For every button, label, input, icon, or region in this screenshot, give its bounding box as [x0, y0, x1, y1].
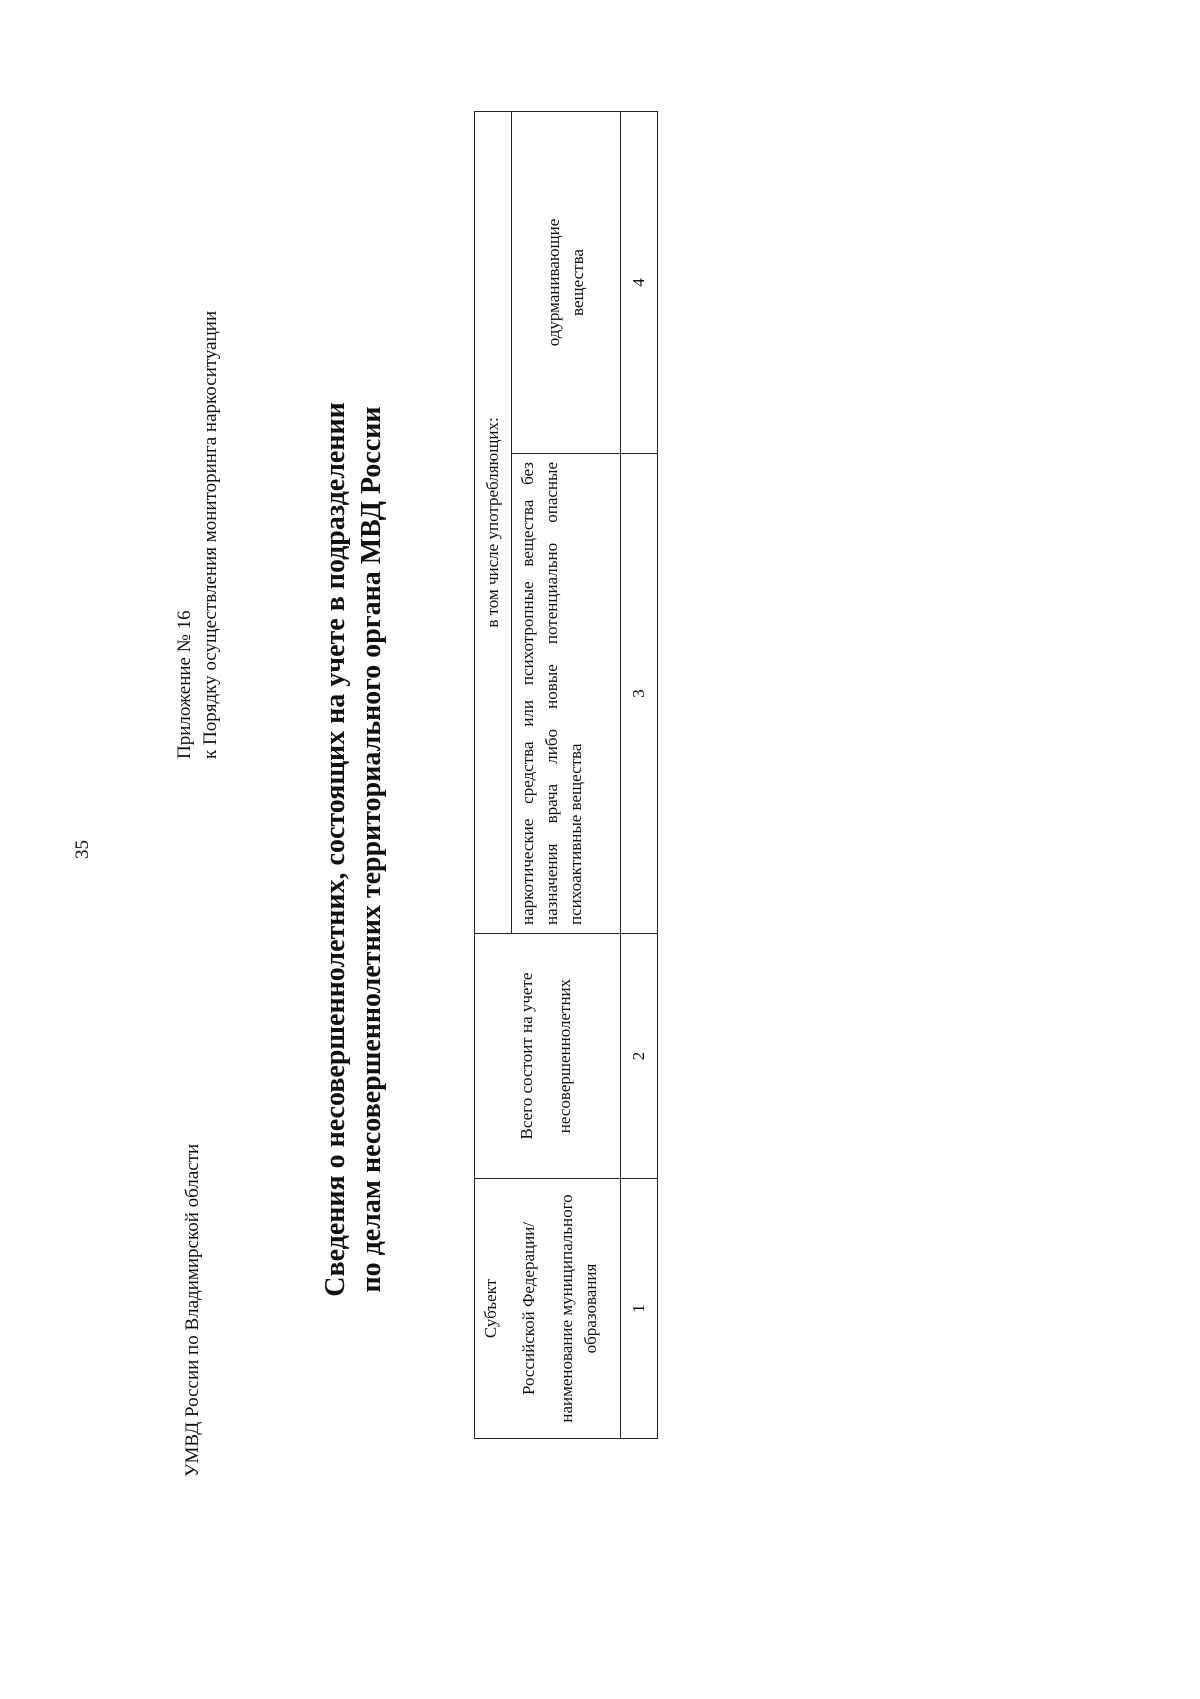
table-column-numbers-row: [621, 112, 658, 1439]
document-title: [318, 0, 390, 1699]
title-line-2: по делам несовершеннолетних территориального органа МВД России: [356, 406, 387, 1293]
header-intoxicating-substances: [512, 112, 621, 454]
table-header-row-1: [475, 112, 512, 1439]
column-number-4: 4: [621, 112, 658, 454]
header-narcotic-substances: наркотические средства или психотропные вещества без назначения врача либо новые потенциально опасные психоактивные вещества: [512, 454, 621, 934]
header-subject-line-3: наименование муниципального: [557, 1194, 576, 1423]
header-subject-line-1: Субъект: [481, 1278, 500, 1339]
appendix-line-2: к Порядку осуществления мониторинга наркоситуации: [200, 310, 221, 759]
header-total: [475, 934, 621, 1179]
header-subject-line-2: Российской Федерации/: [519, 1221, 538, 1396]
header-group-including: в том числе употребляющих:: [475, 112, 512, 934]
header-intoxicating-line-1: одурманивающие: [544, 218, 563, 347]
title-line-1: Сведения о несовершеннолетних, состоящих на учете в подразделении: [320, 402, 351, 1297]
header-subject: [475, 1179, 621, 1439]
column-number-2: 2: [621, 934, 658, 1179]
column-number-3: 3: [621, 454, 658, 934]
column-number-1: 1: [621, 1179, 658, 1439]
header-subject-line-4: образования: [581, 1263, 600, 1354]
page-number: 35: [72, 840, 93, 859]
header-total-line-2: несовершеннолетних: [555, 978, 574, 1134]
appendix-line-1: Приложение № 16: [174, 610, 195, 759]
header-intoxicating-line-2: вещества: [568, 249, 587, 316]
organization-name: УМВД России по Владимирской области: [182, 1143, 203, 1477]
appendix-reference: [172, 311, 224, 759]
header-total-line-1: Всего состоит на учете: [517, 972, 536, 1140]
data-table: [474, 111, 658, 1439]
